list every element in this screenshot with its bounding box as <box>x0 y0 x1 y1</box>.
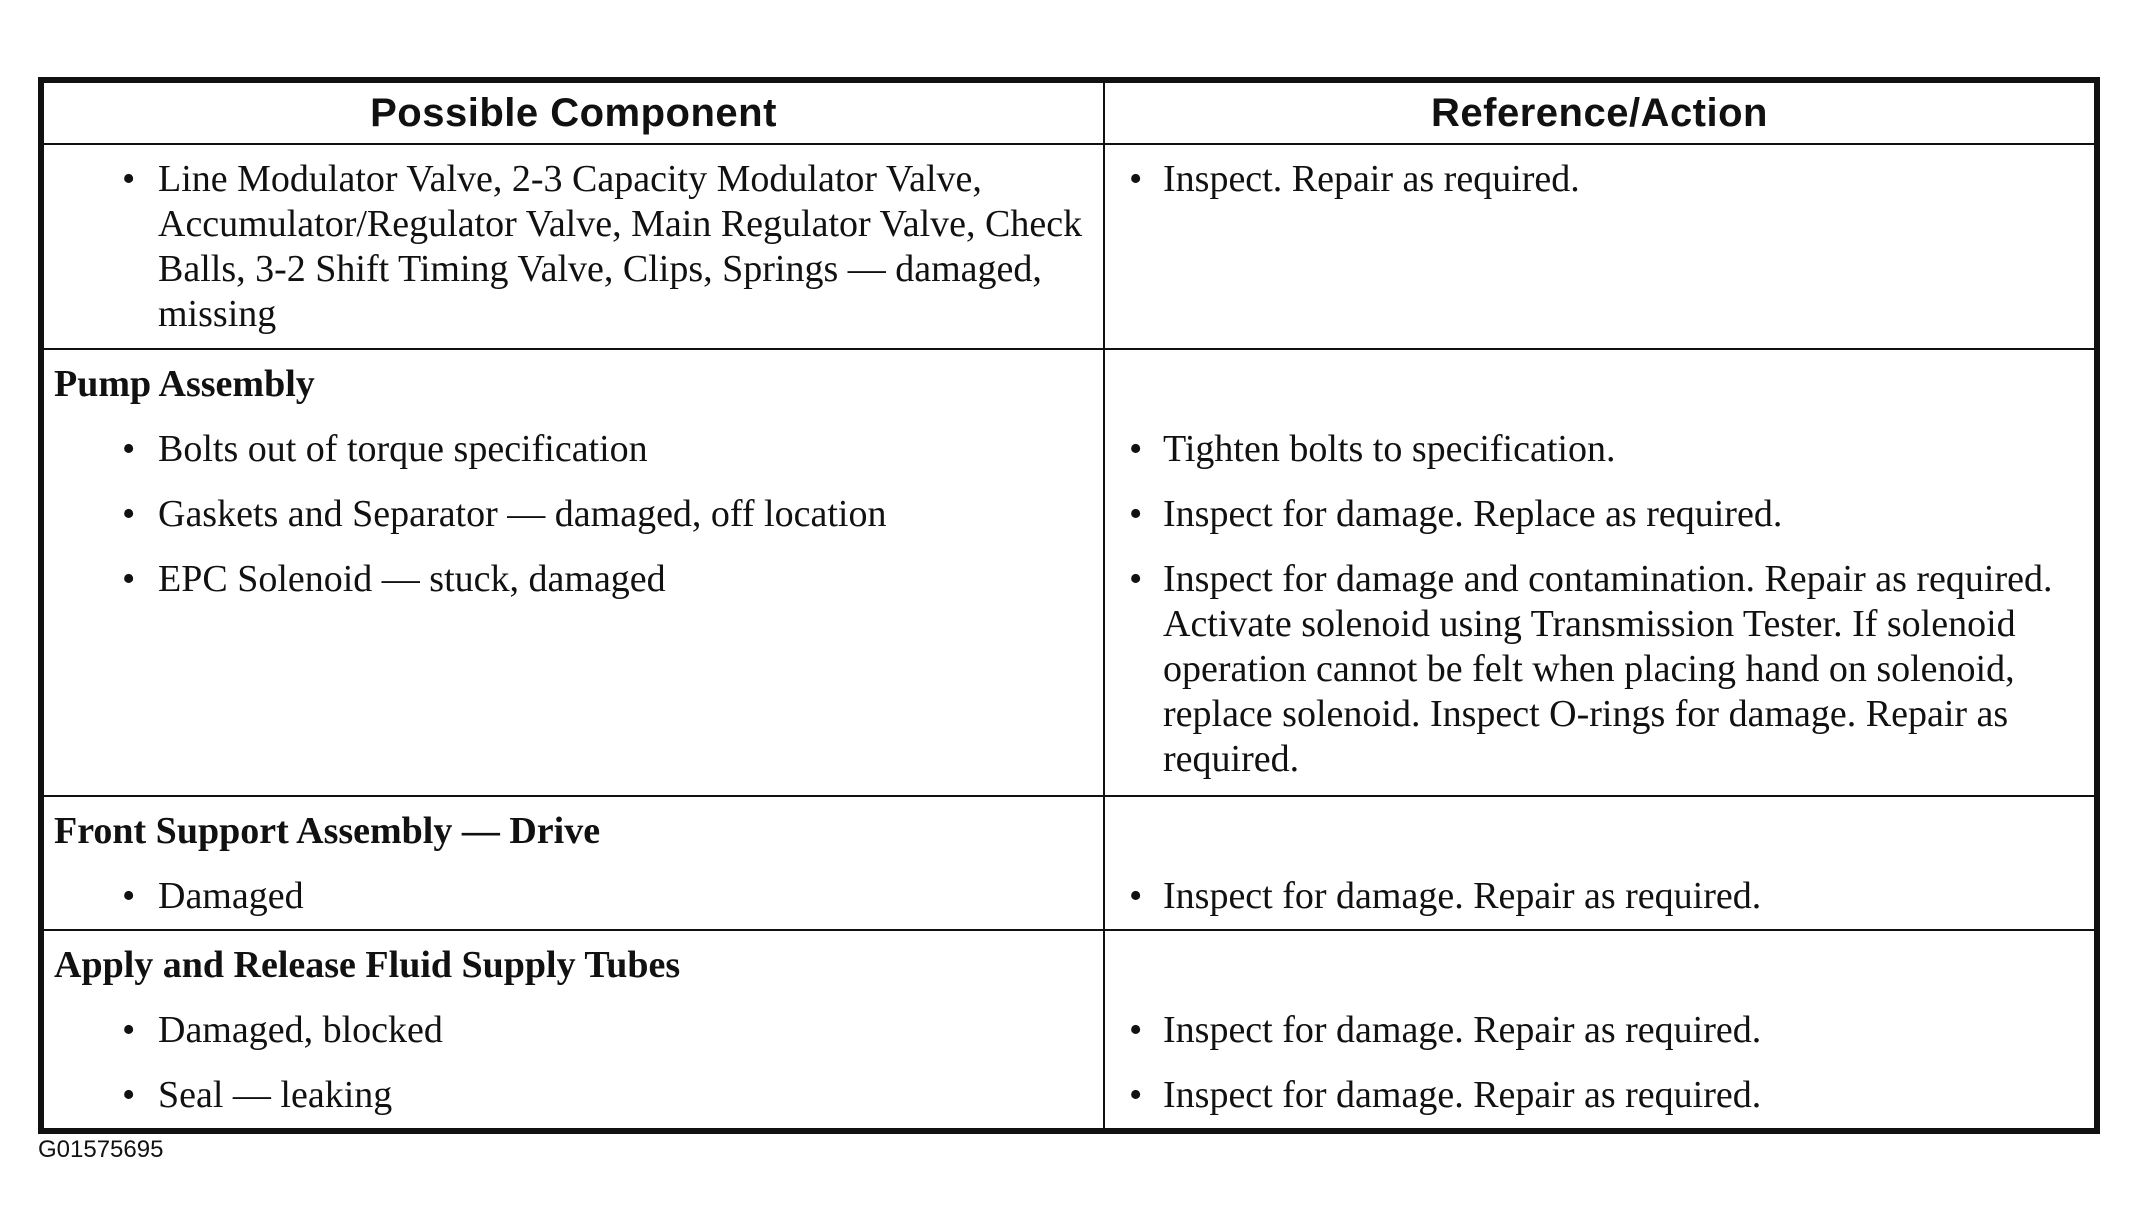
component-cell <box>43 796 1104 930</box>
group-title-spacer <box>1115 809 2082 854</box>
component-text: Gaskets and Separator — damaged, off location <box>158 493 887 535</box>
action-item <box>1115 1008 2082 1053</box>
component-item <box>54 1073 1091 1118</box>
action-item <box>1115 492 2082 537</box>
action-text: Inspect for damage. Repair as required. <box>1163 1009 1762 1051</box>
bullet-icon: • <box>122 428 136 470</box>
diagnosis-table-frame <box>38 77 2100 1134</box>
figure-id: G01575695 <box>38 1136 164 1163</box>
bullet-icon: • <box>1129 875 1143 917</box>
group-title: Front Support Assembly — Drive <box>54 810 601 852</box>
action-item <box>1115 874 2082 919</box>
bullet-icon: • <box>122 158 136 200</box>
action-text: Inspect. Repair as required. <box>1163 158 1580 200</box>
component-cell <box>43 930 1104 1129</box>
action-text: Inspect for damage. Replace as required. <box>1163 493 1783 535</box>
table-row <box>43 349 2095 796</box>
component-cell <box>43 144 1104 349</box>
group-title: Pump Assembly <box>54 363 315 405</box>
action-cell <box>1104 144 2095 349</box>
bullet-icon: • <box>122 1009 136 1051</box>
component-item <box>54 492 1091 537</box>
bullet-icon: • <box>122 558 136 600</box>
header-row <box>43 82 2095 144</box>
diagnosis-table <box>42 81 2096 1130</box>
group-title-spacer <box>1115 943 2082 988</box>
bullet-icon: • <box>122 1074 136 1116</box>
component-item <box>54 874 1091 919</box>
header-possible-component: Possible Component <box>43 82 1104 144</box>
table-row <box>43 796 2095 930</box>
action-cell <box>1104 349 2095 796</box>
component-cell <box>43 349 1104 796</box>
action-text: Inspect for damage. Repair as required. <box>1163 1074 1762 1116</box>
component-text: Bolts out of torque specification <box>158 428 648 470</box>
group-title-spacer <box>1115 362 2082 407</box>
bullet-icon: • <box>122 493 136 535</box>
bullet-icon: • <box>1129 1074 1143 1116</box>
action-item <box>1115 557 2082 782</box>
component-item <box>54 1008 1091 1053</box>
bullet-icon: • <box>122 875 136 917</box>
header-reference-action: Reference/Action <box>1104 82 2095 144</box>
action-cell <box>1104 796 2095 930</box>
bullet-icon: • <box>1129 428 1143 470</box>
table-row <box>43 930 2095 1129</box>
bullet-icon: • <box>1129 1009 1143 1051</box>
table-row <box>43 144 2095 349</box>
bullet-icon: • <box>1129 493 1143 535</box>
component-text: Damaged <box>158 875 304 917</box>
component-item <box>54 157 1091 337</box>
action-text: Inspect for damage and contamination. Repair as required. Activate solenoid using Transmission Tester. If solenoid operation cannot be felt when placing hand on solenoid, replace solenoid. Inspect O-rings for damage. Repair as required. <box>1163 558 2053 780</box>
bullet-icon: • <box>1129 558 1143 600</box>
component-item <box>54 557 1091 602</box>
action-text: Inspect for damage. Repair as required. <box>1163 875 1762 917</box>
component-text: Damaged, blocked <box>158 1009 443 1051</box>
component-text: Line Modulator Valve, 2-3 Capacity Modulator Valve, Accumulator/Regulator Valve, Main Regulator Valve, Check Balls, 3-2 Shift Timing Valve, Clips, Springs — damaged, missing <box>158 158 1083 335</box>
action-text: Tighten bolts to specification. <box>1163 428 1616 470</box>
component-item <box>54 427 1091 472</box>
action-cell <box>1104 930 2095 1129</box>
action-item <box>1115 157 2082 202</box>
action-item <box>1115 1073 2082 1118</box>
bullet-icon: • <box>1129 158 1143 200</box>
component-text: Seal — leaking <box>158 1074 393 1116</box>
action-item <box>1115 427 2082 472</box>
component-text: EPC Solenoid — stuck, damaged <box>158 558 666 600</box>
group-title: Apply and Release Fluid Supply Tubes <box>54 944 681 986</box>
